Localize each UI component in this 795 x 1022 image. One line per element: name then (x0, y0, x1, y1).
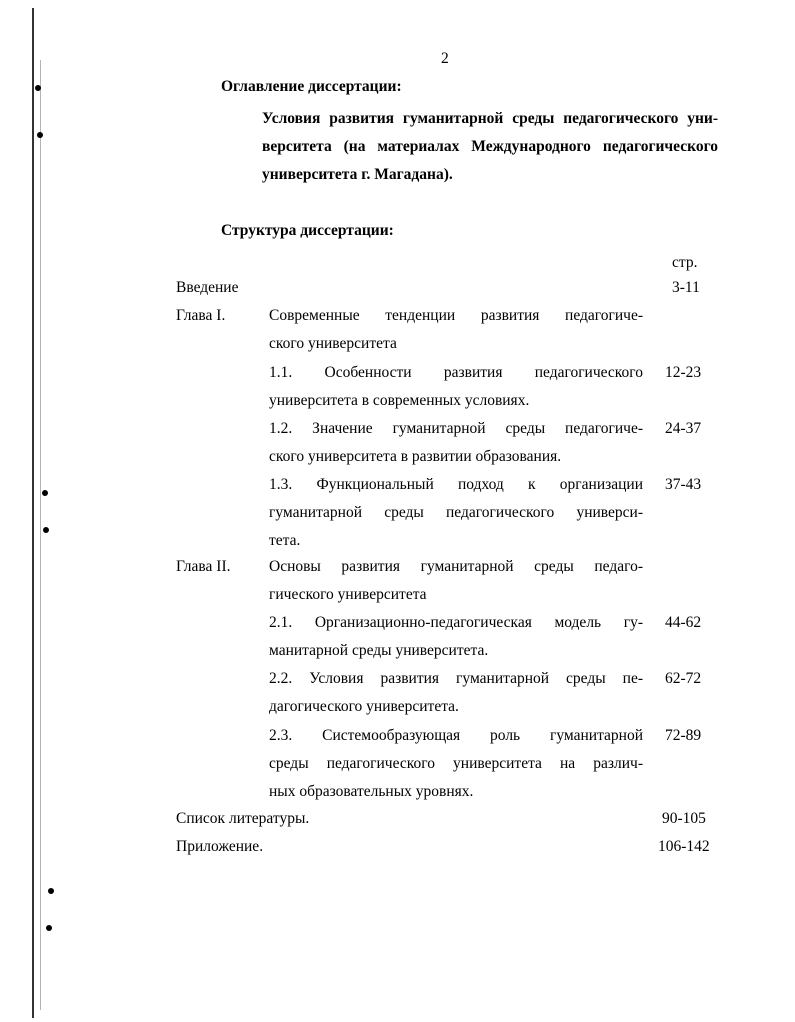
chapter1-title-line: Современные тенденции развития педагогиче- (269, 307, 643, 324)
intro-pages: 3-11 (672, 279, 700, 296)
section-2-3-line: ных образовательных уровнях. (269, 783, 474, 800)
scan-speck (37, 132, 43, 138)
appendix-pages: 106-142 (658, 838, 710, 855)
section-2-1-pages: 44-62 (665, 614, 702, 631)
section-2-2-line: дагогического университета. (269, 698, 459, 715)
scan-edge-line (32, 8, 34, 1018)
scan-speck (48, 888, 54, 894)
page-number: 2 (441, 50, 449, 67)
section-2-1-line: 2.1. Организационно-педагогическая модель гу- (269, 614, 643, 631)
structure-heading: Структура диссертации: (221, 222, 394, 239)
section-2-3-line: 2.3. Системообразующая роль гуманитарной (269, 727, 643, 744)
section-1-3-line: тета. (269, 532, 301, 549)
section-2-1-line: манитарной среды университета. (269, 642, 489, 659)
title-line: верситета (на материалах Международного педагогического (262, 138, 718, 155)
chapter2-title-line: гического университета (269, 586, 427, 603)
chapter1-title-line: ского университета (269, 335, 397, 352)
section-1-2-line: ского университета в развитии образования. (269, 448, 562, 465)
section-1-1-line: 1.1. Особенности развития педагогического (269, 364, 643, 381)
scan-speck (46, 925, 52, 931)
chapter2-title-line: Основы развития гуманитарной среды педаго- (269, 558, 643, 575)
appendix-label: Приложение. (176, 838, 264, 855)
scan-speck (43, 527, 49, 533)
section-1-3-line: 1.3. Функциональный подход к организации (269, 476, 643, 493)
page-column-header: стр. (672, 254, 698, 271)
section-2-3-line: среды педагогического университета на различ- (269, 755, 643, 772)
bibliography-pages: 90-105 (662, 810, 706, 827)
chapter1-label: Глава I. (176, 307, 226, 324)
scan-edge-line-faint (40, 60, 41, 1010)
toc-heading: Оглавление диссертации: (221, 78, 402, 95)
section-2-2-pages: 62-72 (665, 670, 702, 687)
section-1-3-line: гуманитарной среды педагогического универси- (269, 504, 643, 521)
intro-label: Введение (176, 279, 239, 296)
section-1-2-pages: 24-37 (665, 420, 702, 437)
section-1-2-line: 1.2. Значение гуманитарной среды педагогиче- (269, 420, 643, 437)
section-1-3-pages: 37-43 (665, 476, 702, 493)
bibliography-label: Список литературы. (176, 810, 310, 827)
section-2-2-line: 2.2. Условия развития гуманитарной среды пе- (269, 670, 643, 687)
scan-speck (42, 490, 48, 496)
section-1-1-pages: 12-23 (665, 364, 702, 381)
scan-speck (35, 85, 41, 91)
title-line: университета г. Магадана). (262, 166, 453, 183)
title-line: Условия развития гуманитарной среды педагогического уни- (262, 110, 718, 127)
chapter2-label: Глава II. (176, 558, 231, 575)
section-1-1-line: университета в современных условиях. (269, 392, 530, 409)
section-2-3-pages: 72-89 (665, 727, 702, 744)
